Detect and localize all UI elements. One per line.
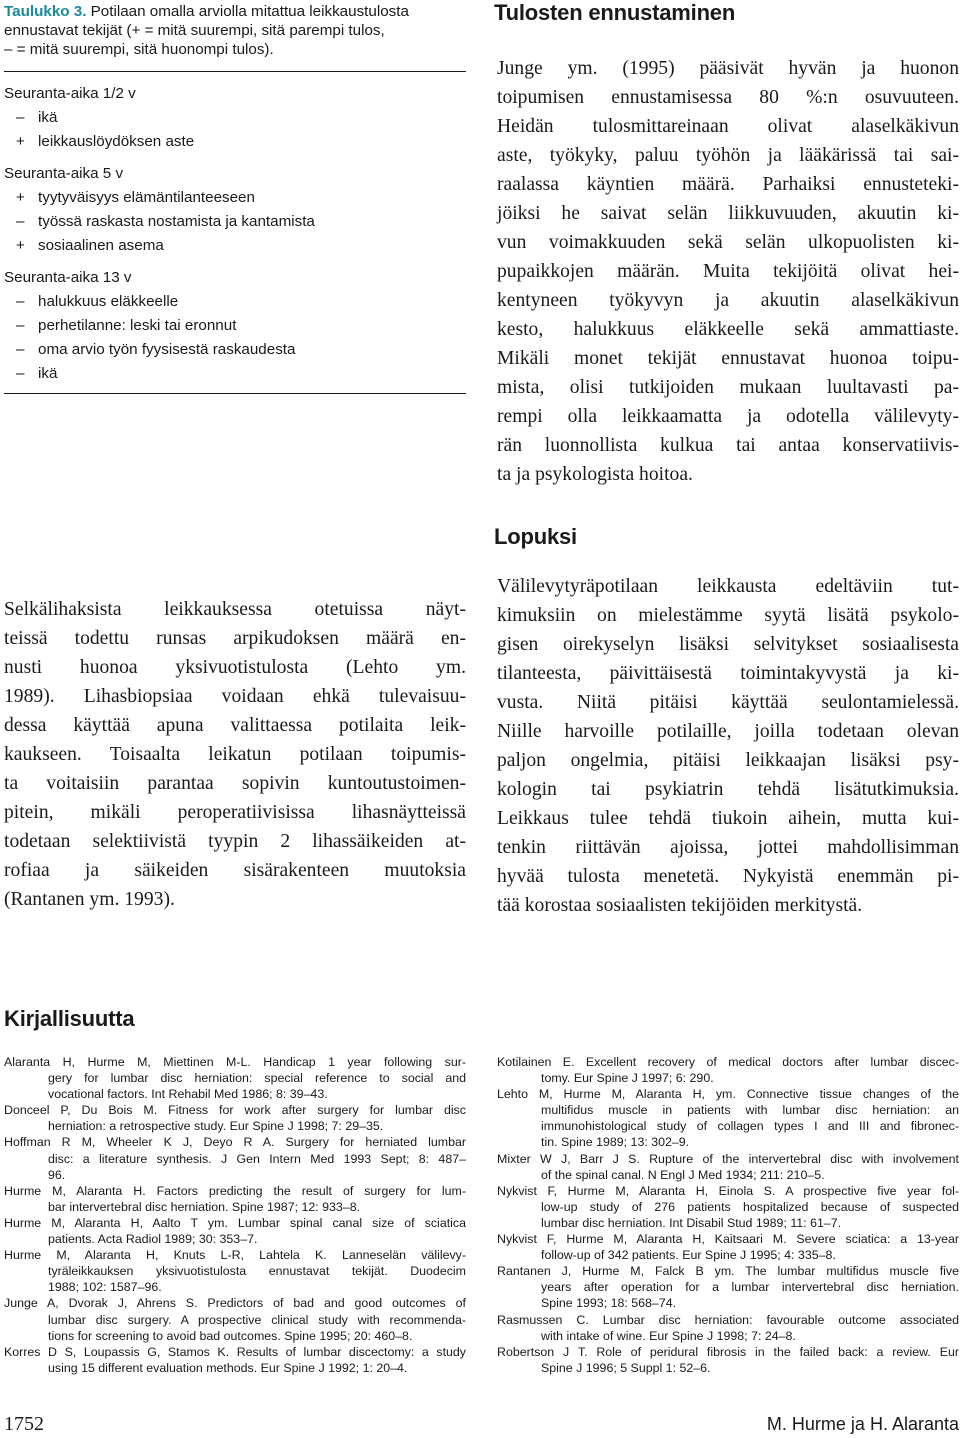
reference-entry [4, 1183, 466, 1215]
reference-entry [497, 1231, 959, 1263]
reference-line: vocational factors. Int Rehabil Med 1986; 8: 39–43. [48, 1087, 328, 1102]
reference-line: Hoffman R M, Wheeler K J, Deyo R A. Surgery for herniated lumbar [4, 1135, 466, 1150]
reference-line: immunohistological study of collagen types I and III and fibronec- [541, 1119, 959, 1134]
table-row-text: oma arvio työn fyysisestä raskaudesta [38, 341, 296, 358]
text-line: mista, olisi tutkijoiden mukaan luultavasti pa- [497, 377, 959, 398]
table-row-text: ikä [38, 365, 58, 382]
text-line: Mikäli monet tekijät ennustavat huonoa toipu- [497, 348, 959, 369]
table-section [4, 162, 466, 258]
conclusion-paragraph [497, 572, 959, 920]
left-paragraph [4, 595, 466, 914]
reference-line: tomy. Eur Spine J 1997; 6: 290. [541, 1071, 714, 1086]
text-line: kaukseen. Toisaalta leikatun potilaan toipumis- [4, 744, 466, 765]
prognosis-paragraph [497, 54, 959, 489]
text-line: kologin tai psykiatrin tehdä lisätutkimuksia. [497, 779, 959, 800]
table-section [4, 266, 466, 386]
reference-line: of the spinal canal. N Engl J Med 1934; 211: 210–5. [541, 1167, 825, 1182]
reference-line: Lehto M, Hurme M, Alaranta H, ym. Connective tissue changes of the [497, 1087, 959, 1102]
table-row [4, 314, 466, 338]
reference-entry [497, 1263, 959, 1311]
table-row [4, 186, 466, 210]
reference-entry [4, 1247, 466, 1295]
text-line: pitein, mikäli peroperatiivisissa lihasnäytteissä [4, 802, 466, 823]
reference-line: Spine 1993; 18: 568–74. [541, 1296, 677, 1311]
reference-line: disc: a literature synthesis. J Gen Intern Med 1993 Sept; 8: 487– [48, 1151, 466, 1166]
table-row-text: tyytyväisyys elämäntilanteeseen [38, 189, 255, 206]
reference-line: tions for screening to avoid bad outcomes. Spine 1995; 20: 460–8. [48, 1328, 413, 1343]
text-line: vusta. Niitä pitäisi käyttää seulontamielessä. [497, 692, 959, 713]
table-row-text: ikä [38, 109, 58, 126]
references-left-column [4, 1054, 466, 1376]
reference-line: Hurme M, Alaranta H. Factors predicting the result of surgery for lum- [4, 1183, 466, 1198]
reference-line: years after operation for a lumbar intervertebral disc herniation. [541, 1280, 959, 1295]
reference-entry [4, 1102, 466, 1134]
references-right-column [497, 1054, 959, 1376]
text-line: jöiksi he saivat selän liikkuvuuden, akuutin ki- [497, 203, 959, 224]
text-line: kimuksiin on mielestämme syytä lisätä psykolo- [497, 605, 959, 626]
table-3 [4, 2, 466, 394]
table-section-heading: Seuranta-aika 5 v [4, 165, 124, 182]
reference-line: tyräleikkauksen yksivuotistulosta ennustavat tekijät. Duodecim [48, 1264, 466, 1279]
table-bottom-rule [4, 393, 466, 394]
table-label: Taulukko 3. [4, 3, 87, 20]
table-row-text: sosiaalinen asema [38, 237, 164, 254]
reference-line: Hurme M, Alaranta H, Aalto T ym. Lumbar spinal canal size of sciatica [4, 1215, 466, 1230]
reference-line: bar intervertebral disc herniation. Spine 1987; 12: 933–8. [48, 1199, 361, 1214]
reference-line: Donceel P, Du Bois M. Fitness for work after surgery for lumbar disc [4, 1103, 466, 1118]
table-row-sign: – [16, 293, 25, 310]
text-line: tilanteesta, päivittäisestä toimintakyvystä ja ki- [497, 663, 959, 684]
text-line: rempi olla leikkaamatta ja odotella välilevyty- [497, 406, 959, 427]
reference-line: lumbar disc herniation. Int Disabil Stud 1989; 11: 61–7. [541, 1215, 842, 1230]
reference-entry [4, 1295, 466, 1343]
reference-line: Mixter W J, Barr J S. Rupture of the intervertebral disc with involvement [497, 1151, 959, 1166]
reference-entry [497, 1312, 959, 1344]
caption-line: Potilaan omalla arviolla mitattua leikkaustulosta [86, 3, 409, 20]
text-line: 1989). Lihasbiopsiaa voidaan ehkä tulevaisuu- [4, 686, 466, 707]
references-heading: Kirjallisuutta [4, 1006, 135, 1031]
reference-line: Kotilainen E. Excellent recovery of medical doctors after lumbar discec- [497, 1055, 959, 1069]
page-number: 1752 [4, 1413, 44, 1435]
text-line: raalassa käyntien määrä. Parhaiksi ennusteteki- [497, 174, 959, 195]
text-line: dessa käyttää apuna valittaessa potilaita leik- [4, 715, 466, 736]
text-line: gisen oirekyselyn lisäksi selvitykset sosiaalisesta [497, 634, 959, 655]
reference-entry [497, 1344, 959, 1376]
text-line: Selkälihaksista leikkauksessa otetuissa näyt- [4, 599, 466, 620]
text-line: Niille harvoille potilaille, joilla todetaan olevan [497, 721, 959, 742]
reference-line: low-up study of 276 patients hospitalized because of suspected [541, 1199, 959, 1214]
table-row-sign: – [16, 365, 25, 382]
reference-line: with intake of wine. Eur Spine J 1998; 7: 24–8. [541, 1328, 796, 1343]
reference-entry [4, 1054, 466, 1102]
table-section-heading: Seuranta-aika 13 v [4, 269, 132, 286]
text-line: Junge ym. (1995) pääsivät hyvän ja huonon [497, 58, 959, 79]
reference-line: Rasmussen C. Lumbar disc herniation: favourable outcome associated [497, 1312, 959, 1327]
reference-entry [4, 1344, 466, 1376]
text-line: kentyneen työkyvyn ja akuutin alaselkäkivun [497, 290, 959, 311]
table-row-sign: + [16, 237, 25, 254]
reference-line: Korres D S, Loupassis G, Stamos K. Results of lumbar discectomy: a study [4, 1344, 466, 1359]
reference-line: Nykvist F, Hurme M, Alaranta H, Einola S. A prospective five year fol- [497, 1183, 959, 1198]
text-line: toipumisen ennustamisessa 80 %:n osuvuuteen. [497, 87, 959, 108]
reference-entry [497, 1054, 959, 1086]
table-row-text: leikkauslöydöksen aste [38, 133, 195, 150]
text-line: rofiaa ja säikeiden sisärakenteen muutoksia [4, 860, 466, 881]
text-line: Leikkaus tulee tehdä tiukoin aihein, mutta kui- [497, 808, 959, 829]
table-row-sign: – [16, 109, 25, 126]
reference-line: 1988; 102: 1587–96. [48, 1280, 162, 1295]
reference-line: Junge A, Dvorak J, Ahrens S. Predictors of bad and good outcomes of [4, 1296, 466, 1311]
table-row [4, 362, 466, 386]
table-row [4, 210, 466, 234]
text-line: pupaikkojen määrän. Muita tekijöitä olivat hei- [497, 261, 959, 282]
table-row-sign: + [16, 133, 25, 150]
reference-line: lumbar disc surgery. A prospective clinical study with recommenda- [48, 1312, 466, 1327]
reference-line: multifidus muscle in patients with lumbar disc herniation: an [541, 1103, 959, 1118]
reference-line: Rantanen J, Hurme M, Falck B ym. The lumbar multifidus muscle five [497, 1264, 959, 1279]
text-line: nusti huonoa yksivuotistulosta (Lehto ym. [4, 657, 466, 678]
table-row [4, 130, 466, 154]
text-line: Välilevytyräpotilaan leikkausta edeltäviin tut- [497, 576, 959, 597]
table-row-sign: – [16, 341, 25, 358]
reference-line: gery for lumbar disc herniation: special reference to social and [48, 1071, 466, 1086]
reference-line: Nykvist F, Hurme M, Alaranta H, Kaitsaari M. Severe sciatica: a 13-year [497, 1232, 959, 1247]
text-line: aste, työkyky, paluu työhön ja lääkärissä tai sai- [497, 145, 959, 166]
reference-line: follow-up of 342 patients. Eur Spine J 1995; 4: 335–8. [541, 1248, 836, 1263]
text-line: rän luonnollista kulkua tai antaa konservatiivis- [497, 435, 959, 456]
table-row [4, 290, 466, 314]
caption-line: – = mitä suurempi, sitä huonompi tulos). [4, 41, 274, 58]
section-heading-prognosis: Tulosten ennustaminen [494, 0, 736, 25]
running-authors: M. Hurme ja H. Alaranta [766, 1414, 959, 1434]
text-line: Heidän tulosmittareinaan olivat alaselkäkivun [497, 116, 959, 137]
reference-entry [4, 1215, 466, 1247]
table-row-text: perhetilanne: leski tai eronnut [38, 317, 237, 334]
reference-line: patients. Acta Radiol 1989; 30: 353–7. [48, 1232, 258, 1247]
text-line: tää korostaa sosiaalisten tekijöiden merkitystä. [497, 895, 863, 916]
text-line: ta voitaisiin parantaa sopivin kuntoutustoimen- [4, 773, 466, 794]
reference-line: tin. Spine 1989; 13: 302–9. [541, 1135, 690, 1150]
table-row [4, 106, 466, 130]
table-section-heading: Seuranta-aika 1/2 v [4, 85, 136, 102]
reference-entry [497, 1151, 959, 1183]
text-line: ta ja psykologista hoitoa. [497, 464, 693, 485]
table-row-sign: + [16, 189, 25, 206]
reference-entry [497, 1086, 959, 1150]
text-line: hyvää tulosta menetetä. Nykyistä enemmän pi- [497, 866, 959, 887]
text-line: (Rantanen ym. 1993). [4, 889, 175, 910]
text-line: vun voimakkuuden sekä selän ulkopuolisten ki- [497, 232, 959, 253]
section-heading-conclusion: Lopuksi [494, 524, 577, 549]
text-line: todetaan selektiivistä tyypin 2 lihassäikeiden at- [4, 831, 466, 852]
text-line: teissä todettu runsas arpikudoksen määrä en- [4, 628, 466, 649]
reference-line: Hurme M, Alaranta H, Knuts L-R, Lahtela K. Lanneselän välilevy- [4, 1248, 466, 1263]
reference-line: 96. [48, 1167, 66, 1182]
table-row-sign: – [16, 317, 25, 334]
reference-line: Spine J 1996; 5 Suppl 1: 52–6. [541, 1360, 711, 1375]
table-row-text: halukkuus eläkkeelle [38, 293, 179, 310]
text-line: paljon ongelmia, pitäisi leikkaajan lisäksi psy- [497, 750, 959, 771]
reference-entry [497, 1183, 959, 1231]
table-row [4, 338, 466, 362]
table-row [4, 234, 466, 258]
reference-line: using 15 different evaluation methods. Eur Spine J 1992; 1: 20–4. [48, 1360, 408, 1375]
table-row-text: työssä raskasta nostamista ja kantamista [38, 213, 315, 230]
table-caption [4, 2, 466, 59]
reference-line: herniation: a retrospective study. Eur Spine J 1998; 7: 29–35. [48, 1119, 384, 1134]
caption-line: ennustavat tekijät (+ = mitä suurempi, sitä parempi tulos, [4, 22, 385, 39]
table-body [4, 72, 466, 393]
table-section [4, 82, 466, 154]
table-row-sign: – [16, 213, 25, 230]
reference-line: Robertson J T. Role of peridural fibrosis in the failed back: a review. Eur [497, 1344, 959, 1359]
reference-line: Alaranta H, Hurme M, Miettinen M-L. Handicap 1 year following sur- [4, 1055, 466, 1069]
text-line: tenkin riittävän ajoissa, jottei mahdollisimman [497, 837, 959, 858]
text-line: kesto, halukkuus eläkkeelle sekä ammattiaste. [497, 319, 959, 340]
reference-entry [4, 1134, 466, 1182]
